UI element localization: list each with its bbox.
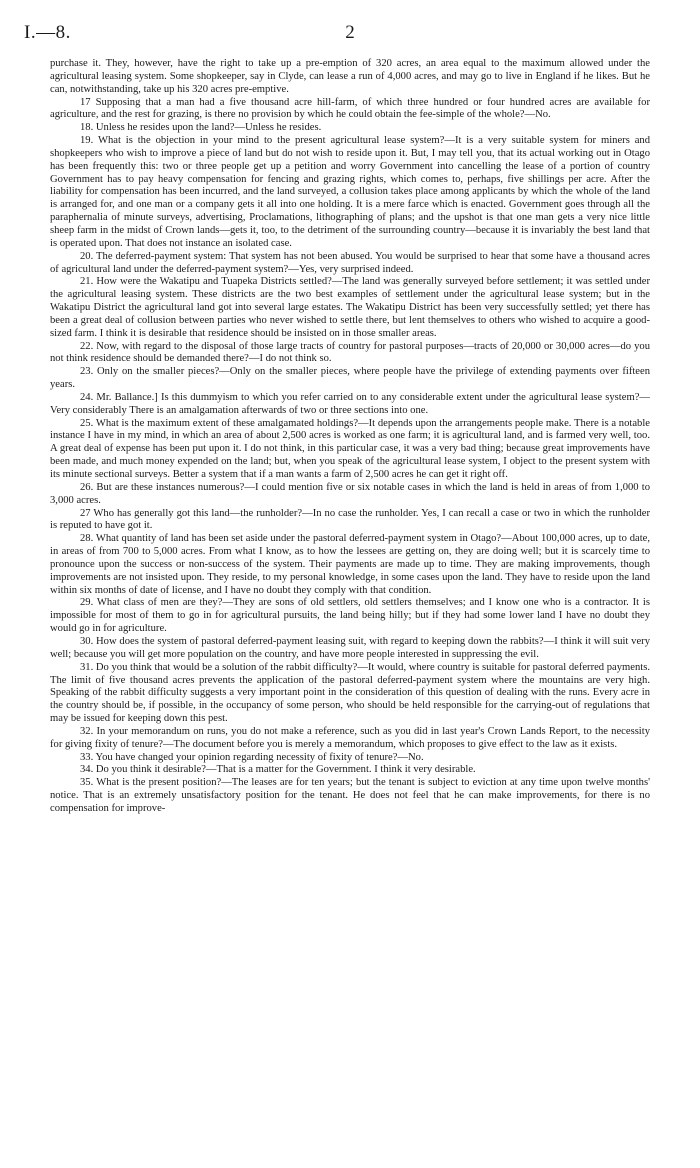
paragraph: 23. Only on the smaller pieces?—Only on the smaller pieces, where people have the privilege of extending payments over fifteen years. (50, 366, 650, 391)
paragraph: 28. What quantity of land has been set aside under the pastoral deferred-payment system in Otago?—About 100,000 acres, up to date, in areas of from 700 to 5,000 acres. From what I know, as to how the lessees are getting on, they are doing well; but it is scarcely time to pronounce upon the success or non-success of the system. Their payments are made up to time. They are making improvements, though improvements are not insisted upon. They reside, to my personal knowledge, in some cases upon the land. They have to reside upon the land within six months of date of license, and I have no doubt they comply with that condition. (50, 533, 650, 596)
paragraph: 21. How were the Wakatipu and Tuapeka Districts settled?—The land was generally surveyed before settlement; it was settled under the agricultural leasing system. These districts are the two best examples of settlement under the agricultural lease system; but in the Wakatipu District the agricultural land got into several large estates. The Wakatipu District has been very successfully settled; yet there has been a great deal of collusion between parties who never wished to settle there, but lent themselves to others who wished to acquire a good-sized farm. I think it is desirable that residence should be insisted on in those smaller areas. (50, 276, 650, 339)
paragraph: 27 Who has generally got this land—the runholder?—In no case the runholder. Yes, I can recall a case or two in which the runholder is reputed to have got it. (50, 507, 650, 532)
paragraph: 30. How does the system of pastoral deferred-payment leasing suit, with regard to keeping down the rabbits?—I think it will suit very well; because you will get more population on the country, and have more people interested in suppressing the evil. (50, 635, 650, 660)
paragraph: 20. The deferred-payment system: That system has not been abused. You would be surprised to hear that some have a thousand acres of agricultural land under the deferred-payment system?—Yes, very surprised indeed. (50, 250, 650, 275)
paragraph: 18. Unless he resides upon the land?—Unless he resides. (80, 122, 322, 134)
page-number: 2 (345, 22, 355, 43)
paragraph: 19. What is the objection in your mind to the present agricultural lease system?—It is a very suitable system for miners and shopkeepers who wish to improve a piece of land but do not wish to reside upon it. But, I may tell you, that its actual working out in Otago has been frequently this: two or three people get up a petition and worry Government into cancelling the lease of a portion of country Government has to pay heavy compensation for fencing and grazing rights, which comes to, perhaps, five shillings per acre. After the liability for compensation has been incurred, and the land surveyed, a collusion takes place among applicants by which the whole of the land is arranged for, and one man or a company gets it all into one holding. It is a mere farce which is enacted. Government goes through all the paraphernalia of minute surveys, advertising, Proclamations, lithographing of plans; and the upshot is that one man gets a very nice little sheep farm in the midst of Crown lands—gets it, too, to the detriment of the surrounding country—because it is invariably the best land that is operated upon. That does not instance an isolated case. (50, 135, 650, 249)
paragraph: 17 Supposing that a man had a five thousand acre hill-farm, of which three hundred or four hundred acres are available for agriculture, and the rest for grazing, is there no provision by which he could obtain the fee-simple of the whole?—No. (50, 96, 650, 121)
paragraph: 31. Do you think that would be a solution of the rabbit difficulty?—It would, where country is suitable for pastoral deferred payments. The limit of five thousand acres prevents the application of the pastoral deferred-payment system where the mountains are very high. Speaking of the rabbit difficulty suggests a very important point in the consideration of this question of dealing with the runs. Every acre in the country should be, if possible, in the occupancy of some person, who should be held responsible for the carrying-out of regulations that may be issued for keeping down this pest. (50, 661, 650, 725)
paragraph: 24. Mr. Ballance.] Is this dummyism to which you refer carried on to any considerable extent under the agricultural lease system?—Very considerably There is an amalgamation afterwards of two or three sections into one. (50, 391, 650, 416)
document-body (50, 58, 650, 816)
paragraph: 22. Now, with regard to the disposal of those large tracts of country for pastoral purposes—tracts of 20,000 or 30,000 acres—do you not think residence should be demanded there?—I do not think so. (50, 340, 650, 365)
paragraph: 29. What class of men are they?—They are sons of old settlers, old settlers themselves; and I know one who is a contractor. It is impossible for most of them to go in for agricultural pursuits, the land being hilly; but if they had some lower land I have no doubt they would go in for agriculture. (50, 597, 650, 635)
paragraph: purchase it. They, however, have the right to take up a pre-emption of 320 acres, an area equal to the maximum allowed under the agricultural leasing system. Some shopkeeper, say in Clyde, can lease a run of 4,000 acres, and may go to live in England if he likes. But he can, notwithstanding, take up his 320 acres pre-emptive. (50, 58, 650, 95)
paragraph: 25. What is the maximum extent of these amalgamated holdings?—It depends upon the arrangements people make. There is a notable instance I have in my mind, in which an area of about 2,500 acres is worked as one farm; it is agricultural land, and is farmed very well, too. A great deal of expense has been put upon it. I do not think, in this particular case, it was a very bad thing; because great improvements have been made, and much money expended on the land; but, when you speak of the agricultural lease system, I object to the present system with its minute sectional surveys. Better a system that if a man wants a farm of 2,500 acres he can get it right off. (50, 417, 650, 480)
paragraph: 35. What is the present position?—The leases are for ten years; but the tenant is subject to eviction at any time upon twelve months' notice. That is an extremely unsatisfactory position for the tenant. He does not feel that he can make improvements, for there is no compensation for improve- (50, 777, 650, 814)
paragraph: 34. Do you think it desirable?—That is a matter for the Government. I think it very desirable. (80, 764, 476, 776)
document-reference: I.—8. (24, 22, 71, 43)
paragraph: 26. But are these instances numerous?—I could mention five or six notable cases in which the land is held in areas of from 1,000 to 3,000 acres. (50, 481, 650, 506)
paragraph: 33. You have changed your opinion regarding necessity of fixity of tenure?—No. (80, 751, 424, 763)
paragraph: 32. In your memorandum on runs, you do not make a reference, such as you did in last year's Crown Lands Report, to the necessity for giving fixity of tenure?—The document before you is merely a memorandum, which proposes to give effect to the law as it exists. (50, 725, 650, 750)
page-header (0, 22, 700, 46)
